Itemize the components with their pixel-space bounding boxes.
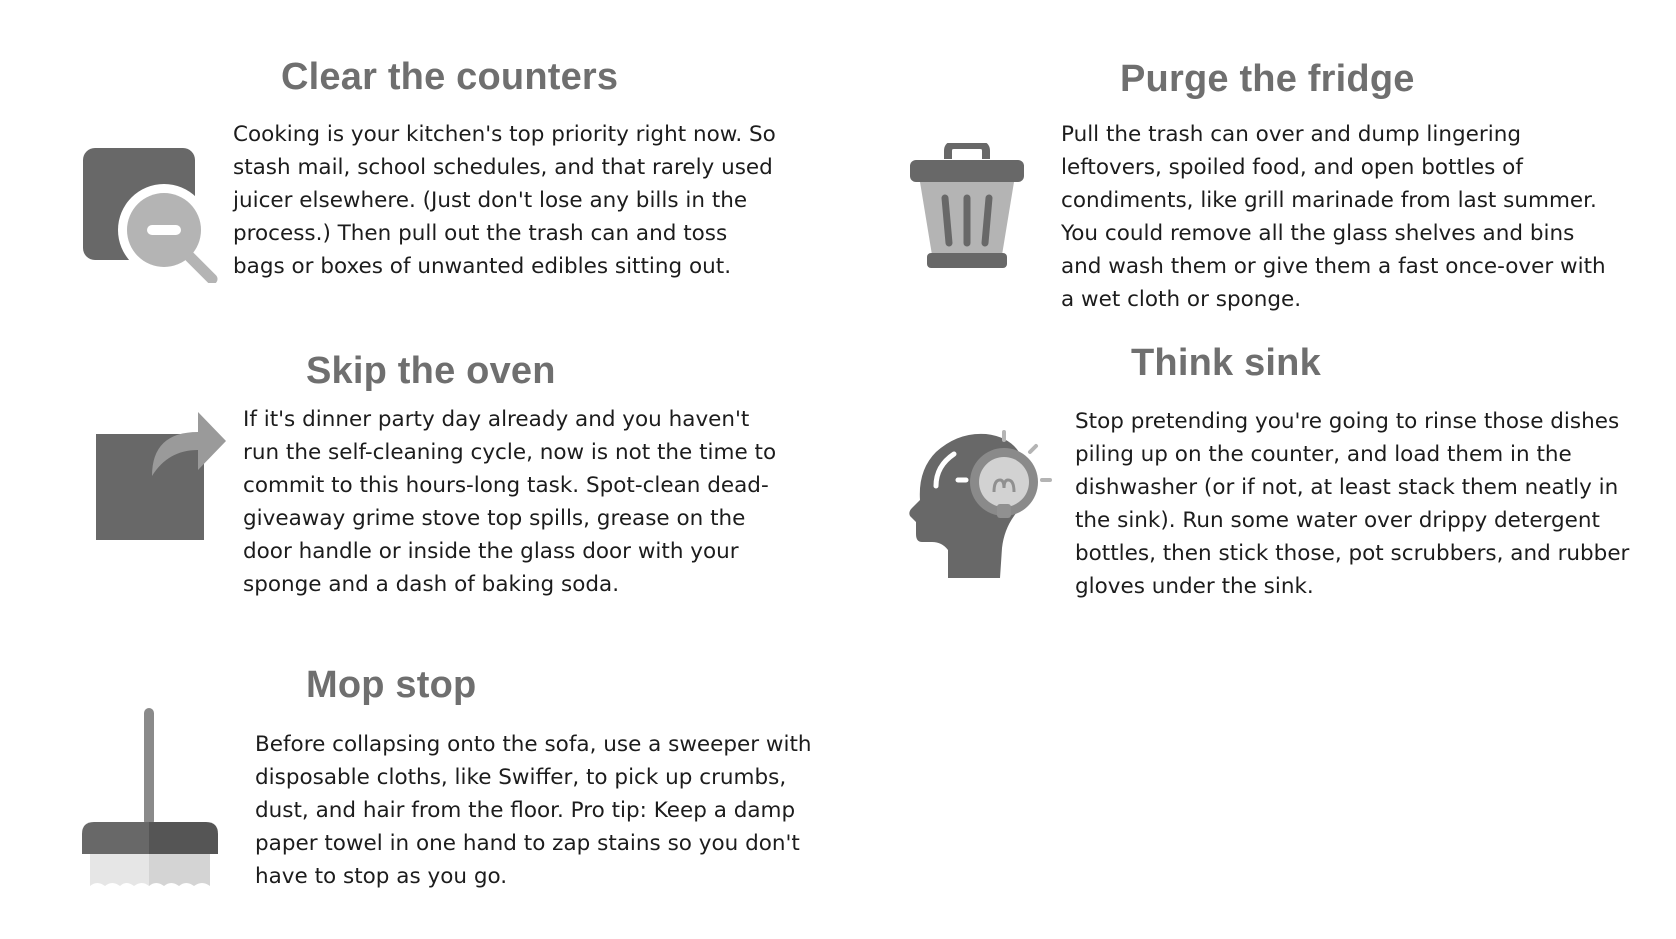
section-title: Mop stop xyxy=(306,664,477,706)
section-title: Purge the fridge xyxy=(1120,58,1415,100)
broom-icon xyxy=(82,708,218,890)
section-body: Stop pretending you're going to rinse those dishes piling up on the counter, and load them in the dishwasher (or if not, at least stack them neatly in the sink). Run some water over drippy detergent bottles, then stick those, pot scrubbers, and rubber gloves under the sink. xyxy=(1075,409,1630,599)
share-arrow-icon xyxy=(94,410,226,542)
section-body: Before collapsing onto the sofa, use a sweeper with disposable cloths, like Swiffer, to pick up crumbs, dust, and hair from the floor. Pro tip: Keep a damp paper towel in one hand to zap stains so you don't have to stop as you go. xyxy=(255,732,812,889)
head-lightbulb-icon xyxy=(908,430,1054,580)
section-title: Skip the oven xyxy=(306,350,556,392)
section-body: Pull the trash can over and dump lingering leftovers, spoiled food, and open bottles of condiments, like grill marinade from last summer. You could remove all the glass shelves and bins and wash them or give them a fast once-over with a wet cloth or sponge. xyxy=(1061,122,1606,312)
section-title: Clear the counters xyxy=(281,56,619,98)
trash-can-icon xyxy=(908,143,1026,269)
section-body: If it's dinner party day already and you haven't run the self-cleaning cycle, now is not the time to commit to this hours-long task. Spot-clean dead-giveaway grime stove top spills, grease on the door handle or inside the glass door with your sponge and a dash of baking soda. xyxy=(243,407,777,597)
section-body: Cooking is your kitchen's top priority right now. So stash mail, school schedules, and that rarely used juicer elsewhere. (Just don't lose any bills in the process.) Then pull out the trash can and toss bags or boxes of unwanted edibles sitting out. xyxy=(233,122,776,279)
section-title: Think sink xyxy=(1131,342,1321,384)
zoom-out-icon xyxy=(80,145,225,283)
